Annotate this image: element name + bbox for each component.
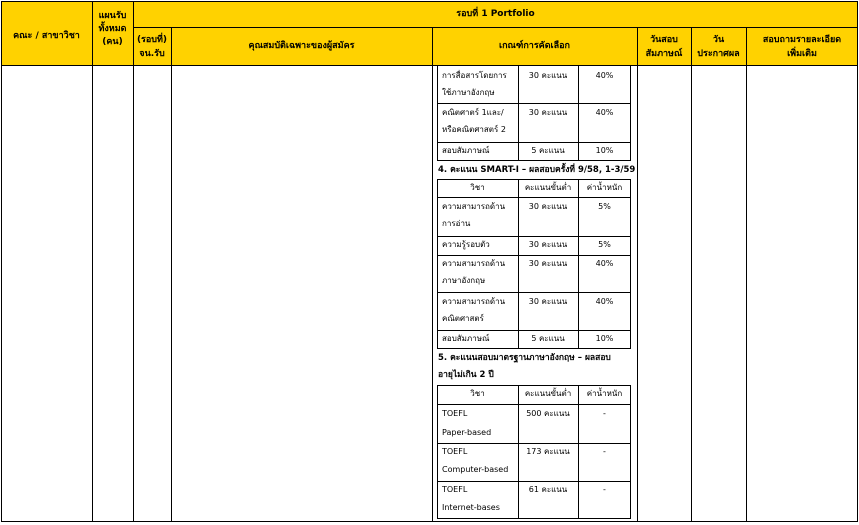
table-c-header-weight: ค่าน้ำหนัก: [586, 389, 623, 398]
table-a-row2-weight: 40%: [595, 108, 614, 117]
more-line1: สอบถามรายละเอียด: [762, 35, 842, 45]
table-c-row1-subject-2: Paper-based: [442, 428, 492, 437]
table-a-row2-subject-2: หรือคณิตศาสตร์ 2: [442, 125, 506, 134]
table-a-row1-subject-2: ใช้ภาษาอังกฤษ: [442, 88, 495, 97]
round-title: รอบที่ 1 Portfolio: [456, 9, 535, 19]
table-b-row2-subject-1: ความรู้รอบตัว: [442, 240, 490, 249]
col-more-header: [746, 33, 858, 61]
col-total-line2: ทั้งหมด: [98, 24, 127, 34]
more-line2: เพิ่มเติม: [787, 49, 817, 59]
table-a-row1-weight: 40%: [595, 71, 614, 80]
interview-line2: สัมภาษณ์: [645, 49, 683, 59]
table-b-row5-score: 5 คะแนน: [531, 334, 565, 343]
col-qualifications-header: คุณสมบัติเฉพาะของผู้สมัคร: [248, 41, 355, 51]
table-a-row2-score: 30 คะแนน: [528, 108, 568, 117]
table-a-row1-subject-1: การสื่อสารโดยการ: [442, 71, 507, 80]
table-c-row2-weight: -: [603, 447, 606, 456]
col-faculty-header: คณะ / สาขาวิชา: [13, 31, 80, 41]
section-4-title: 4. คะแนน SMART-I – ผลสอบครั้งที่ 9/58, 1-3/59: [438, 165, 636, 175]
col-total-line3: (คน): [102, 37, 123, 47]
table-a-row1-score: 30 คะแนน: [528, 71, 568, 80]
col-total-line1: แผนรับ: [98, 11, 127, 21]
table-c-row1-score: 500 คะแนน: [526, 409, 570, 418]
table-b-row3-subject-2: ภาษาอังกฤษ: [442, 276, 486, 285]
col-criteria-header: เกณฑ์การคัดเลือก: [499, 41, 570, 51]
interview-line1: วันสอบ: [650, 35, 678, 45]
table-b-header-subject: วิชา: [470, 183, 485, 192]
table-b-row1-subject-2: การอ่าน: [442, 219, 471, 228]
table-outline: [1, 1, 858, 522]
table-b-row2-weight: 5%: [598, 240, 611, 249]
table-c-row3-subject-2: Internet-bases: [442, 503, 500, 512]
table-b-header-weight: ค่าน้ำหนัก: [586, 183, 623, 192]
table-b-row3-subject-1: ความสามารถด้าน: [442, 259, 506, 268]
table-c-header-score: คะแนนขั้นต่ำ: [524, 389, 572, 398]
table-b-row4-score: 30 คะแนน: [528, 297, 568, 306]
table-b-row4-subject-1: ความสามารถด้าน: [442, 297, 506, 306]
table-c-row2-subject-2: Computer-based: [442, 465, 509, 474]
col-interview-header: [637, 33, 691, 61]
table-c-row2-subject-1: TOEFL: [442, 447, 468, 456]
table-c-row3-score: 61 คะแนน: [528, 485, 568, 494]
table-c-row2-score: 173 คะแนน: [526, 447, 570, 456]
table-b-row4-subject-2: คณิตศาสตร์: [442, 314, 484, 323]
table-c-row1-weight: -: [603, 409, 606, 418]
table-b-row1-subject-1: ความสามารถด้าน: [442, 202, 506, 211]
table-c-row3-weight: -: [603, 485, 606, 494]
table-a-row2-subject-1: คณิตศาตร์ 1และ/: [442, 108, 504, 117]
table-b-row3-weight: 40%: [595, 259, 614, 268]
table-a-row3-subject-1: สอบสัมภาษณ์: [442, 146, 490, 155]
table-b-row2-score: 30 คะแนน: [528, 240, 568, 249]
col-announce-header: [691, 33, 746, 61]
announce-line1: วัน: [712, 35, 725, 45]
announce-line2: ประกาศผล: [697, 49, 740, 59]
col-total-header: [92, 10, 133, 49]
round-no-line2: จน.รับ: [139, 49, 165, 59]
table-c-row1-subject-1: TOEFL: [442, 409, 468, 418]
table-b-header-score: คะแนนขั้นต่ำ: [524, 183, 572, 192]
table-b-row5-weight: 10%: [595, 334, 614, 343]
section-5-title-line2: อายุไม่เกิน 2 ปี: [438, 370, 494, 380]
table-b-row5-subject-1: สอบสัมภาษณ์: [442, 334, 490, 343]
table-b-row4-weight: 40%: [595, 297, 614, 306]
table-a-row3-score: 5 คะแนน: [531, 146, 565, 155]
table-c-header-subject: วิชา: [470, 389, 485, 398]
table-b-row3-score: 30 คะแนน: [528, 259, 568, 268]
col-round-no-header: [133, 33, 171, 61]
section-5-title-line1: 5. คะแนนสอบมาตรฐานภาษาอังกฤษ – ผลสอบ: [438, 353, 611, 363]
table-a-row3-weight: 10%: [595, 146, 614, 155]
round-no-line1: (รอบที่): [136, 35, 168, 45]
table-b-row1-weight: 5%: [598, 202, 611, 211]
table-c-row3-subject-1: TOEFL: [442, 485, 468, 494]
table-b-row1-score: 30 คะแนน: [528, 202, 568, 211]
